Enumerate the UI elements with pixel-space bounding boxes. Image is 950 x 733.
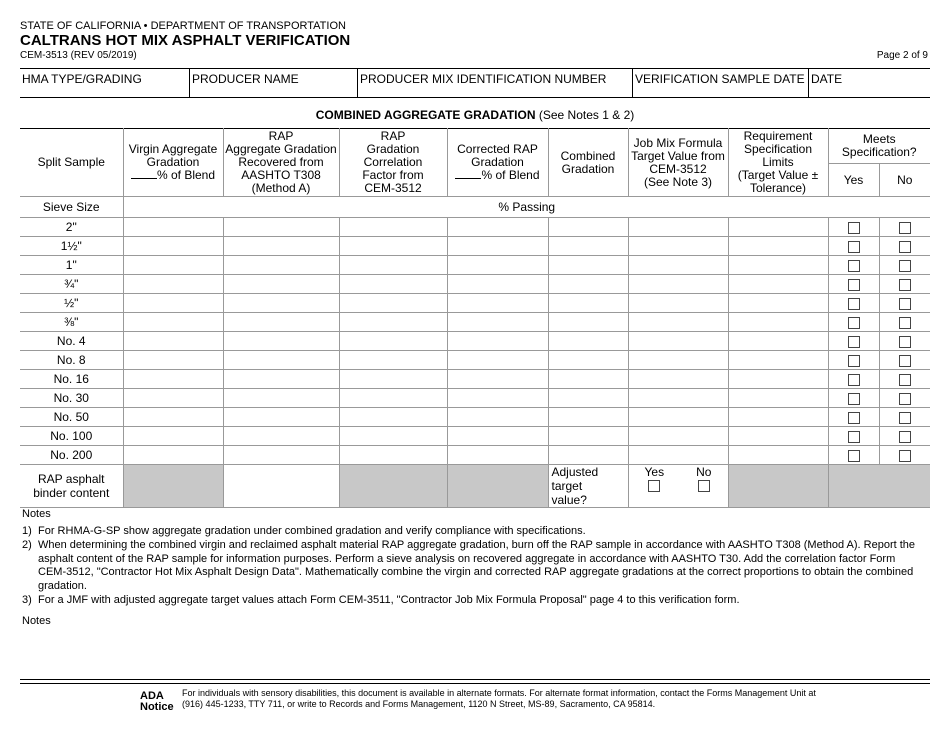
meets-no-cell [879, 313, 930, 332]
hma-type-label: HMA TYPE/GRADING [22, 72, 142, 86]
virgin-blend-blank[interactable] [131, 169, 157, 179]
jmf-cell[interactable] [628, 237, 728, 256]
note-text: For a JMF with adjusted aggregate target values attach Form CEM-3511, "Contractor Job Mix Formula Proposal" page 4 to this verification form. [38, 594, 740, 606]
virgin-cell[interactable] [123, 294, 223, 313]
col-rap-aggregate [223, 129, 339, 197]
virgin-cell[interactable] [123, 370, 223, 389]
col-virgin-line2: Gradation [146, 155, 200, 169]
virgin-cell[interactable] [123, 446, 223, 465]
meets-yes-checkbox[interactable] [848, 336, 860, 348]
rap-corr-cell[interactable] [339, 389, 447, 408]
col-combined-line: Combined [560, 148, 616, 163]
meets-yes-checkbox[interactable] [848, 260, 860, 272]
rap-corr-cell[interactable] [339, 256, 447, 275]
combined-cell[interactable] [548, 408, 628, 427]
date-field [809, 69, 930, 97]
sieve-size: No. 50 [20, 408, 123, 427]
meets-yes-cell [828, 408, 879, 427]
ada-notice [140, 688, 830, 713]
col-corrected-blend [448, 169, 548, 182]
hma-type-field [20, 69, 190, 97]
rap-agg-cell[interactable] [223, 351, 339, 370]
rap-agg-cell[interactable] [223, 256, 339, 275]
col-req-line: Requirement [743, 129, 813, 143]
jmf-cell[interactable] [628, 256, 728, 275]
meets-yes-cell [828, 294, 879, 313]
sieve-row [20, 446, 930, 465]
meets-yes-cell [828, 256, 879, 275]
meets-yes-cell [828, 237, 879, 256]
rap-corr-cell[interactable] [339, 370, 447, 389]
rap-agg-cell[interactable] [223, 275, 339, 294]
virgin-cell[interactable] [123, 351, 223, 370]
corrected-cell[interactable] [447, 370, 548, 389]
sieve-size: No. 30 [20, 389, 123, 408]
combined-cell[interactable] [548, 237, 628, 256]
col-jmf-target [628, 129, 728, 197]
sieve-size: No. 16 [20, 370, 123, 389]
meets-no-checkbox[interactable] [899, 355, 911, 367]
col-rap-agg-line: Aggregate Gradation [225, 142, 337, 156]
binder-meets-cell [828, 465, 930, 508]
col-req-line: Tolerance) [749, 181, 807, 195]
col-req-line: (Target Value ± [737, 168, 819, 182]
mix-id-label: PRODUCER MIX IDENTIFICATION NUMBER [360, 72, 607, 86]
verification-date-field [633, 69, 809, 97]
jmf-cell[interactable] [628, 275, 728, 294]
meets-yes-checkbox[interactable] [848, 317, 860, 329]
col-virgin-line1: Virgin Aggregate [128, 142, 218, 156]
header-fields [20, 68, 930, 98]
footer-divider [20, 679, 930, 684]
jmf-cell[interactable] [628, 408, 728, 427]
corrected-cell[interactable] [447, 427, 548, 446]
combined-cell[interactable] [548, 294, 628, 313]
sieve-size: ⅜" [20, 313, 123, 332]
jmf-cell[interactable] [628, 389, 728, 408]
jmf-cell[interactable] [628, 446, 728, 465]
virgin-cell[interactable] [123, 237, 223, 256]
binder-rap-agg-cell[interactable] [223, 465, 339, 508]
meets-no-cell [879, 237, 930, 256]
requirement-cell[interactable] [728, 294, 828, 313]
section-title-text: COMBINED AGGREGATE GRADATION [315, 108, 536, 122]
adjusted-no-label: No [696, 465, 712, 479]
rap-agg-cell[interactable] [223, 446, 339, 465]
rap-corr-cell[interactable] [339, 427, 447, 446]
meets-no-cell [879, 351, 930, 370]
virgin-cell[interactable] [123, 389, 223, 408]
combined-cell[interactable] [548, 351, 628, 370]
col-meets-spec [828, 129, 930, 164]
requirement-cell[interactable] [728, 313, 828, 332]
meets-yes-cell [828, 446, 879, 465]
notes-section [22, 508, 917, 609]
requirement-cell[interactable] [728, 218, 828, 237]
adjusted-yes-checkbox[interactable] [648, 480, 660, 492]
meets-no-checkbox[interactable] [899, 279, 911, 291]
jmf-cell[interactable] [628, 351, 728, 370]
note-item [22, 539, 917, 593]
rap-corr-cell[interactable] [339, 313, 447, 332]
meets-yes-checkbox[interactable] [848, 279, 860, 291]
form-number: CEM-3513 (REV 05/2019) [20, 50, 137, 61]
requirement-cell[interactable] [728, 351, 828, 370]
meets-yes-checkbox[interactable] [848, 241, 860, 253]
combined-cell[interactable] [548, 313, 628, 332]
rap-agg-cell[interactable] [223, 408, 339, 427]
combined-cell[interactable] [548, 332, 628, 351]
rap-corr-cell[interactable] [339, 446, 447, 465]
col-meets-line: Specification? [841, 145, 917, 159]
meets-no-checkbox[interactable] [899, 317, 911, 329]
meets-no-checkbox[interactable] [899, 241, 911, 253]
rap-agg-cell[interactable] [223, 294, 339, 313]
page-number: Page 2 of 9 [876, 50, 928, 61]
table-body [20, 197, 930, 508]
note-item [22, 524, 917, 539]
sieve-row [20, 294, 930, 313]
meets-yes-checkbox[interactable] [848, 355, 860, 367]
note-text: For RHMA-G-SP show aggregate gradation under combined gradation and verify compliance with specifications. [38, 524, 586, 537]
corrected-cell[interactable] [447, 389, 548, 408]
jmf-cell[interactable] [628, 294, 728, 313]
col-rap-correlation [339, 129, 447, 197]
rap-corr-cell[interactable] [339, 351, 447, 370]
note-number: 3) [22, 594, 32, 606]
requirement-cell[interactable] [728, 237, 828, 256]
meets-no-cell [879, 332, 930, 351]
rap-corr-cell[interactable] [339, 275, 447, 294]
date-input[interactable] [811, 86, 928, 98]
combined-cell[interactable] [548, 275, 628, 294]
binder-requirement-cell [728, 465, 828, 508]
sieve-size: ½" [20, 294, 123, 313]
meets-no-checkbox[interactable] [899, 431, 911, 443]
meets-yes-checkbox[interactable] [848, 412, 860, 424]
binder-row [20, 465, 930, 508]
col-yes: Yes [828, 164, 879, 197]
rap-agg-cell[interactable] [223, 313, 339, 332]
corrected-cell[interactable] [447, 446, 548, 465]
meets-no-checkbox[interactable] [899, 336, 911, 348]
jmf-cell[interactable] [628, 370, 728, 389]
sieve-size: 2" [20, 218, 123, 237]
meets-yes-cell [828, 370, 879, 389]
requirement-cell[interactable] [728, 256, 828, 275]
note-number: 1) [22, 524, 32, 537]
rap-agg-cell[interactable] [223, 237, 339, 256]
meets-no-checkbox[interactable] [899, 298, 911, 310]
meets-no-cell [879, 256, 930, 275]
note-number: 2) [22, 539, 32, 551]
meets-yes-cell [828, 332, 879, 351]
col-rap-corr-line: Gradation Correlation [363, 142, 423, 169]
adjusted-no-checkbox[interactable] [698, 480, 710, 492]
producer-name-input[interactable] [192, 86, 355, 98]
rap-agg-cell[interactable] [223, 427, 339, 446]
col-corrected-line1: Corrected RAP [457, 142, 538, 156]
col-req-line: Specification Limits [743, 142, 813, 169]
col-virgin-blend [124, 169, 223, 182]
meets-yes-cell [828, 313, 879, 332]
col-jmf-line: CEM-3512 [649, 161, 707, 176]
meets-yes-checkbox[interactable] [848, 450, 860, 462]
col-combined [548, 129, 628, 197]
meets-no-checkbox[interactable] [899, 222, 911, 234]
col-rap-agg-line: Recovered from [238, 155, 324, 169]
corrected-cell[interactable] [447, 218, 548, 237]
col-rap-corr-line: RAP [380, 129, 406, 143]
note-item [22, 594, 917, 608]
adjusted-line1: Adjusted target [551, 465, 599, 493]
col-rap-corr-line: CEM-3512 [364, 181, 422, 195]
meets-no-cell [879, 275, 930, 294]
requirement-cell[interactable] [728, 275, 828, 294]
corrected-blend-blank[interactable] [455, 169, 481, 179]
corrected-cell[interactable] [447, 237, 548, 256]
binder-virgin-cell [123, 465, 223, 508]
sieve-row [20, 275, 930, 294]
combined-cell[interactable] [548, 446, 628, 465]
verification-date-label: VERIFICATION SAMPLE DATE [635, 72, 805, 86]
meets-no-cell [879, 446, 930, 465]
sieve-row [20, 351, 930, 370]
meets-no-checkbox[interactable] [899, 450, 911, 462]
meets-yes-checkbox[interactable] [848, 374, 860, 386]
sieve-row [20, 237, 930, 256]
sieve-row [20, 313, 930, 332]
agency-line: STATE OF CALIFORNIA • DEPARTMENT OF TRANSPORTATION [20, 20, 346, 32]
jmf-cell[interactable] [628, 332, 728, 351]
meets-no-cell [879, 389, 930, 408]
sieve-size: No. 200 [20, 446, 123, 465]
meets-yes-checkbox[interactable] [848, 393, 860, 405]
corrected-cell[interactable] [447, 275, 548, 294]
meets-no-checkbox[interactable] [899, 374, 911, 386]
rap-corr-cell[interactable] [339, 332, 447, 351]
col-corrected-rap [447, 129, 548, 197]
meets-yes-checkbox[interactable] [848, 431, 860, 443]
virgin-cell[interactable] [123, 218, 223, 237]
meets-no-checkbox[interactable] [899, 393, 911, 405]
rap-agg-cell[interactable] [223, 389, 339, 408]
corrected-cell[interactable] [447, 294, 548, 313]
binder-rap-corr-cell [339, 465, 447, 508]
sieve-size: ¾" [20, 275, 123, 294]
virgin-cell[interactable] [123, 408, 223, 427]
meets-no-checkbox[interactable] [899, 260, 911, 272]
sieve-size: No. 100 [20, 427, 123, 446]
sieve-row [20, 370, 930, 389]
passing-label: % Passing [123, 197, 930, 218]
rap-agg-cell[interactable] [223, 218, 339, 237]
binder-corrected-cell [447, 465, 548, 508]
col-split-sample: Split Sample [20, 129, 123, 197]
mix-id-field [358, 69, 633, 97]
meets-no-cell [879, 427, 930, 446]
corrected-cell[interactable] [447, 313, 548, 332]
ada-text: For individuals with sensory disabilities, this document is available in alternate formats. For alternate format information, contact the Forms Management Unit at (916) 445-1233, TTY 711, or write to Records and Forms Management, 1120 N Street, MS-89, Sacramento, CA 95814. [182, 688, 816, 709]
virgin-cell[interactable] [123, 332, 223, 351]
meets-yes-cell [828, 351, 879, 370]
adjusted-target-label [548, 465, 628, 508]
meets-no-cell [879, 370, 930, 389]
meets-yes-cell [828, 218, 879, 237]
sieve-size: No. 8 [20, 351, 123, 370]
rap-corr-cell[interactable] [339, 294, 447, 313]
binder-label-line2: binder content [33, 486, 110, 500]
binder-label-line1: RAP asphalt [38, 472, 105, 486]
sieve-size: 1" [20, 256, 123, 275]
requirement-cell[interactable] [728, 408, 828, 427]
jmf-cell[interactable] [628, 313, 728, 332]
rap-agg-cell[interactable] [223, 332, 339, 351]
rap-corr-cell[interactable] [339, 218, 447, 237]
rap-agg-cell[interactable] [223, 370, 339, 389]
verification-date-input[interactable] [635, 86, 806, 98]
notes-list [22, 525, 917, 608]
requirement-cell[interactable] [728, 370, 828, 389]
section-see-notes: (See Notes 1 & 2) [538, 108, 635, 122]
virgin-cell[interactable] [123, 313, 223, 332]
adjusted-line2: value? [551, 493, 587, 507]
col-no: No [879, 164, 930, 197]
col-combined-line: Gradation [561, 161, 615, 176]
col-virgin-pct: % of Blend [156, 168, 216, 182]
sieve-row [20, 332, 930, 351]
corrected-cell[interactable] [447, 332, 548, 351]
combined-cell[interactable] [548, 370, 628, 389]
combined-cell[interactable] [548, 218, 628, 237]
requirement-cell[interactable] [728, 389, 828, 408]
sieve-size: 1½" [20, 237, 123, 256]
meets-no-cell [879, 294, 930, 313]
requirement-cell[interactable] [728, 427, 828, 446]
sieve-size-label: Sieve Size [20, 197, 123, 218]
corrected-cell[interactable] [447, 408, 548, 427]
sieve-row [20, 427, 930, 446]
meets-no-cell [879, 408, 930, 427]
ada-label: ADA Notice [140, 690, 174, 713]
col-corrected-line2: Gradation [471, 155, 524, 169]
binder-label [20, 465, 123, 508]
col-rap-agg-line: (Method A) [251, 181, 311, 195]
adjusted-yes-label: Yes [644, 465, 665, 479]
col-corrected-pct: % of Blend [481, 168, 540, 182]
rap-corr-cell[interactable] [339, 237, 447, 256]
sieve-row [20, 408, 930, 427]
jmf-cell[interactable] [628, 218, 728, 237]
requirement-cell[interactable] [728, 446, 828, 465]
col-rap-corr-line: Factor from [362, 168, 424, 182]
col-virgin-aggregate [123, 129, 223, 197]
meets-yes-cell [828, 275, 879, 294]
producer-name-field [190, 69, 358, 97]
notes-title-2: Notes [22, 615, 51, 627]
corrected-cell[interactable] [447, 351, 548, 370]
meets-yes-cell [828, 427, 879, 446]
date-label: DATE [811, 72, 843, 86]
sieve-size: No. 4 [20, 332, 123, 351]
col-jmf-line: Target Value from [631, 148, 725, 163]
meets-no-checkbox[interactable] [899, 412, 911, 424]
combined-cell[interactable] [548, 256, 628, 275]
sieve-row [20, 256, 930, 275]
notes-title: Notes [22, 508, 51, 520]
col-rap-agg-line: RAP [268, 129, 294, 143]
requirement-cell[interactable] [728, 332, 828, 351]
col-requirement [728, 129, 828, 197]
rap-corr-cell[interactable] [339, 408, 447, 427]
mix-id-input[interactable] [360, 86, 630, 98]
col-jmf-line: Job Mix Formula [633, 135, 723, 150]
combined-cell[interactable] [548, 427, 628, 446]
corrected-cell[interactable] [447, 256, 548, 275]
col-meets-line: Meets [862, 132, 896, 146]
meets-yes-checkbox[interactable] [848, 222, 860, 234]
section-title [20, 108, 930, 122]
meets-no-cell [879, 218, 930, 237]
note-text: When determining the combined virgin and reclaimed asphalt material RAP aggregate gradation, burn off the RAP sample in accordance with AASHTO T308 (Method A). Report the asphalt content of the RAP sample for information purposes. Perform a sieve analysis on recovered aggregate in accordance with AASHTO T30. Add the correlation factor Form CEM-3512, "Contractor Hot Mix Asphalt Design Data". Mathematically combine the virgin and corrected RAP aggregate gradations at the correct proportions to obtain the combined gradation. [38, 539, 916, 592]
meets-yes-cell [828, 389, 879, 408]
adjusted-yes-no [628, 465, 728, 508]
combined-cell[interactable] [548, 389, 628, 408]
col-jmf-line: (See Note 3) [643, 174, 713, 189]
col-rap-agg-line: AASHTO T308 [241, 168, 321, 182]
gradation-table [20, 128, 930, 508]
virgin-cell[interactable] [123, 275, 223, 294]
hma-type-input[interactable] [22, 86, 187, 98]
producer-name-label: PRODUCER NAME [192, 72, 299, 86]
virgin-cell[interactable] [123, 427, 223, 446]
sieve-row [20, 218, 930, 237]
sieve-row [20, 389, 930, 408]
form-title: CALTRANS HOT MIX ASPHALT VERIFICATION [20, 32, 351, 49]
virgin-cell[interactable] [123, 256, 223, 275]
jmf-cell[interactable] [628, 427, 728, 446]
meets-yes-checkbox[interactable] [848, 298, 860, 310]
